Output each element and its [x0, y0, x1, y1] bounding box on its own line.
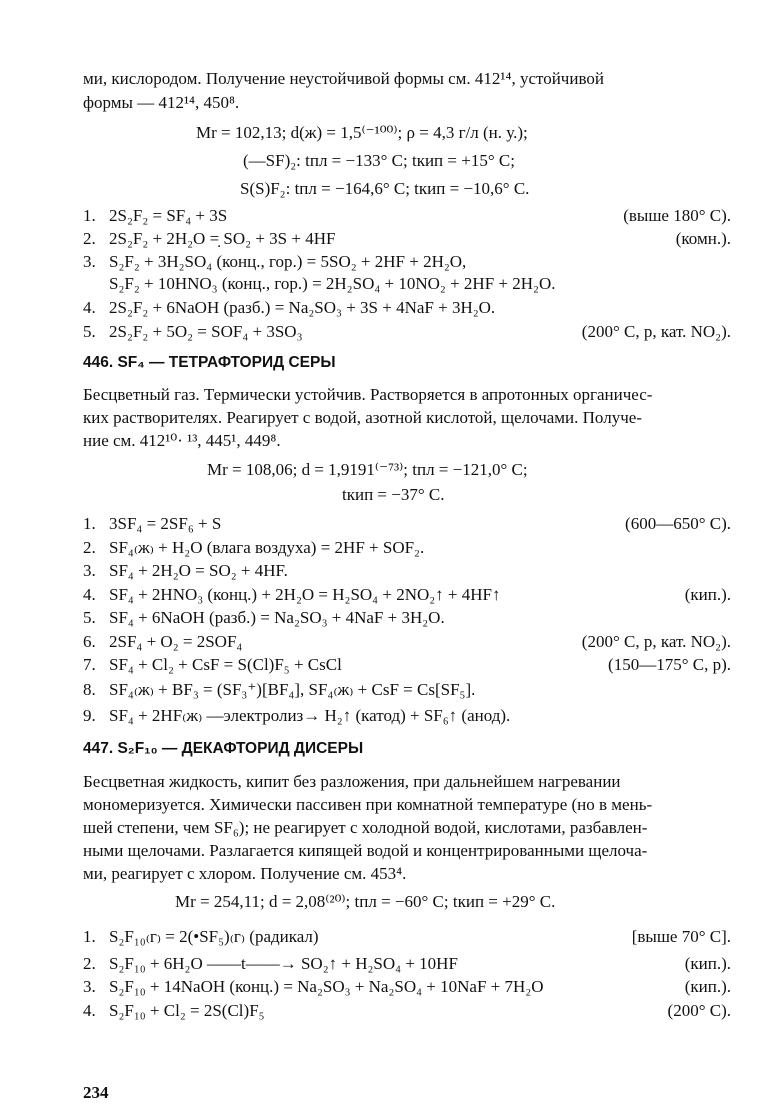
reaction-number: 4.: [83, 298, 96, 317]
reaction-equation: 2SF₄ + O₂ = 2SOF₄: [109, 632, 243, 651]
reaction-equation: SF₄₍ж₎ + H₂O (влага воздуха) = 2HF + SOF₂.: [109, 538, 425, 557]
section-447-description-line: мономеризуется. Химически пассивен при комнатной температуре (но в мень-: [83, 795, 653, 814]
reaction-row: [83, 321, 731, 343]
reaction-equation: S₂F₂ + 10HNO₃ (конц., гор.) = 2H₂SO₄ + 10NO₂ + 2HF + 2H₂O.: [109, 274, 556, 293]
s2f2-properties-3: S(S)F₂: tпл = −164,6° C; tкип = −10,6° C.: [240, 179, 530, 198]
reaction-row: [83, 228, 731, 250]
reaction-condition: (200° C, p, кат. NO₂).: [581, 632, 731, 651]
section-446-description-line: ние см. 412¹⁰· ¹³, 445¹, 449⁸.: [83, 431, 281, 450]
reaction-condition: (комн.).: [675, 229, 731, 248]
reaction-equation: SF₄ + 6NaOH (разб.) = Na₂SO₃ + 4NaF + 3H₂O.: [109, 608, 445, 627]
reaction-number: 2.: [83, 538, 96, 557]
intro-line-2: формы — 412¹⁴, 450⁸.: [83, 93, 240, 112]
sf4-properties-2: tкип = −37° C.: [342, 485, 445, 504]
section-heading-447: 447. S₂F₁₀ — ДЕКАФТОРИД ДИСЕРЫ: [83, 740, 364, 757]
sf4-properties-1: Mr = 108,06; d = 1,9191⁽⁻⁷³⁾; tпл = −121,0° C;: [207, 460, 528, 479]
reaction-row: [83, 560, 731, 582]
reaction-equation: S₂F₂ + 3H₂SO₄ (конц., гор.) = 5SO₂ + 2HF + 2H₂O,: [109, 252, 467, 271]
reaction-equation: SF₄ + 2HNO₃ (конц.) + 2H₂O = H₂SO₄ + 2NO₂↑ + 4HF↑: [109, 585, 501, 604]
reaction-condition: (200° C).: [667, 1001, 731, 1020]
section-447-description-line: шей степени, чем SF₆); не реагирует с холодной водой, кислотами, разбавлен-: [83, 818, 648, 837]
section-447-description-line: Бесцветная жидкость, кипит без разложения, при дальнейшем нагревании: [83, 772, 621, 791]
s2f2-properties-1: Mr = 102,13; d(ж) = 1,5⁽⁻¹⁰⁰⁾; ρ = 4,3 г/л (н. у.);: [196, 123, 528, 142]
reaction-number: 5.: [83, 608, 96, 627]
reaction-row: [83, 251, 731, 273]
section-446-description-line: Бесцветный газ. Термически устойчив. Растворяется в апротонных органичес-: [83, 385, 653, 404]
reaction-condition: (150—175° C, p).: [608, 655, 731, 674]
reaction-row: [83, 953, 731, 975]
reaction-row: [83, 1000, 731, 1022]
reaction-number: 1.: [83, 927, 96, 946]
reaction-number: 2.: [83, 229, 96, 248]
reaction-equation: SF₄₍ж₎ + BF₃ = (SF₃⁺)[BF₄], SF₄₍ж₎ + CsF = Cs[SF₅].: [109, 680, 476, 699]
reaction-equation: 2S₂F₂ + 6NaOH (разб.) = Na₂SO₃ + 3S + 4NaF + 3H₂O.: [109, 298, 496, 317]
reaction-row: [83, 513, 731, 535]
reaction-row: [83, 297, 731, 319]
s2f2-properties-2: (—SF)₂: tпл = −133° C; tкип = +15° C;: [243, 151, 515, 170]
reaction-equation: SF₄ + Cl₂ + CsF = S(Cl)F₅ + CsCl: [109, 655, 342, 674]
section-447-description-line: ми, реагирует с хлором. Получение см. 453⁴.: [83, 864, 407, 883]
reaction-number: 7.: [83, 655, 96, 674]
reaction-condition: [выше 70° C].: [631, 927, 731, 946]
reaction-row: [83, 926, 731, 948]
reaction-row: [83, 607, 731, 629]
reaction-row: [83, 679, 731, 701]
s2f10-properties: Mr = 254,11; d = 2,08⁽²⁰⁾; tпл = −60° C; tкип = +29° C.: [175, 892, 556, 911]
reaction-condition: (выше 180° C).: [623, 206, 731, 225]
reaction-equation: 2S₂F₂ + 2H₂O =̣ SO₂ + 3S + 4HF: [109, 229, 336, 248]
reaction-number: 6.: [83, 632, 96, 651]
reaction-number: 4.: [83, 585, 96, 604]
reaction-condition: (кип.).: [684, 585, 731, 604]
reaction-number: 8.: [83, 680, 96, 699]
reaction-equation: SF₄ + 2H₂O = SO₂ + 4HF.: [109, 561, 288, 580]
reaction-row: [83, 584, 731, 606]
reaction-row: [83, 631, 731, 653]
reaction-row: [83, 976, 731, 998]
reaction-number: 1.: [83, 206, 96, 225]
reaction-equation: S₂F₁₀ + 14NaOH (конц.) = Na₂SO₃ + Na₂SO₄ + 10NaF + 7H₂O: [109, 977, 544, 996]
section-446-description-line: ких растворителях. Реагирует с водой, азотной кислотой, щелочами. Получе-: [83, 408, 642, 427]
reaction-row: [83, 654, 731, 676]
reaction-number: 4.: [83, 1001, 96, 1020]
reaction-equation: S₂F₁₀ + 6H₂O ——t——→ SO₂↑ + H₂SO₄ + 10HF: [109, 954, 458, 973]
reaction-condition: (кип.).: [684, 954, 731, 973]
reaction-number: 3.: [83, 977, 96, 996]
reaction-equation: SF₄ + 2HF₍ж₎ —электролиз→ H₂↑ (катод) + SF₆↑ (анод).: [109, 706, 511, 725]
reaction-equation: 2S₂F₂ + 5O₂ = SOF₄ + 3SO₃: [109, 322, 303, 341]
reaction-number: 3.: [83, 252, 96, 271]
reaction-equation: S₂F₁₀ + Cl₂ = 2S(Cl)F₅: [109, 1001, 265, 1020]
reaction-equation: S₂F₁₀₍г₎ = 2(•SF₅)₍г₎ (радикал): [109, 927, 319, 946]
reaction-number: 3.: [83, 561, 96, 580]
reaction-equation: 3SF₄ = 2SF₆ + S: [109, 514, 222, 533]
section-447-description-line: ными щелочами. Разлагается кипящей водой и концентрированными щелоча-: [83, 841, 648, 860]
reaction-number: 1.: [83, 514, 96, 533]
reaction-row: [83, 205, 731, 227]
reaction-condition: (кип.).: [684, 977, 731, 996]
reaction-number: 2.: [83, 954, 96, 973]
reaction-number: 9.: [83, 706, 96, 725]
intro-line-1: ми, кислородом. Получение неустойчивой формы см. 412¹⁴, устойчивой: [83, 69, 604, 88]
reaction-number: 5.: [83, 322, 96, 341]
section-heading-446: 446. SF₄ — ТЕТРАФТОРИД СЕРЫ: [83, 354, 336, 371]
reaction-equation: 2S₂F₂ = SF₄ + 3S: [109, 206, 228, 225]
reaction-condition: (600—650° C).: [625, 514, 731, 533]
reaction-row: [83, 273, 731, 295]
page-number: 234: [83, 1083, 109, 1102]
reaction-row: [83, 537, 731, 559]
reaction-condition: (200° C, p, кат. NO₂).: [581, 322, 731, 341]
reaction-row: [83, 705, 731, 727]
